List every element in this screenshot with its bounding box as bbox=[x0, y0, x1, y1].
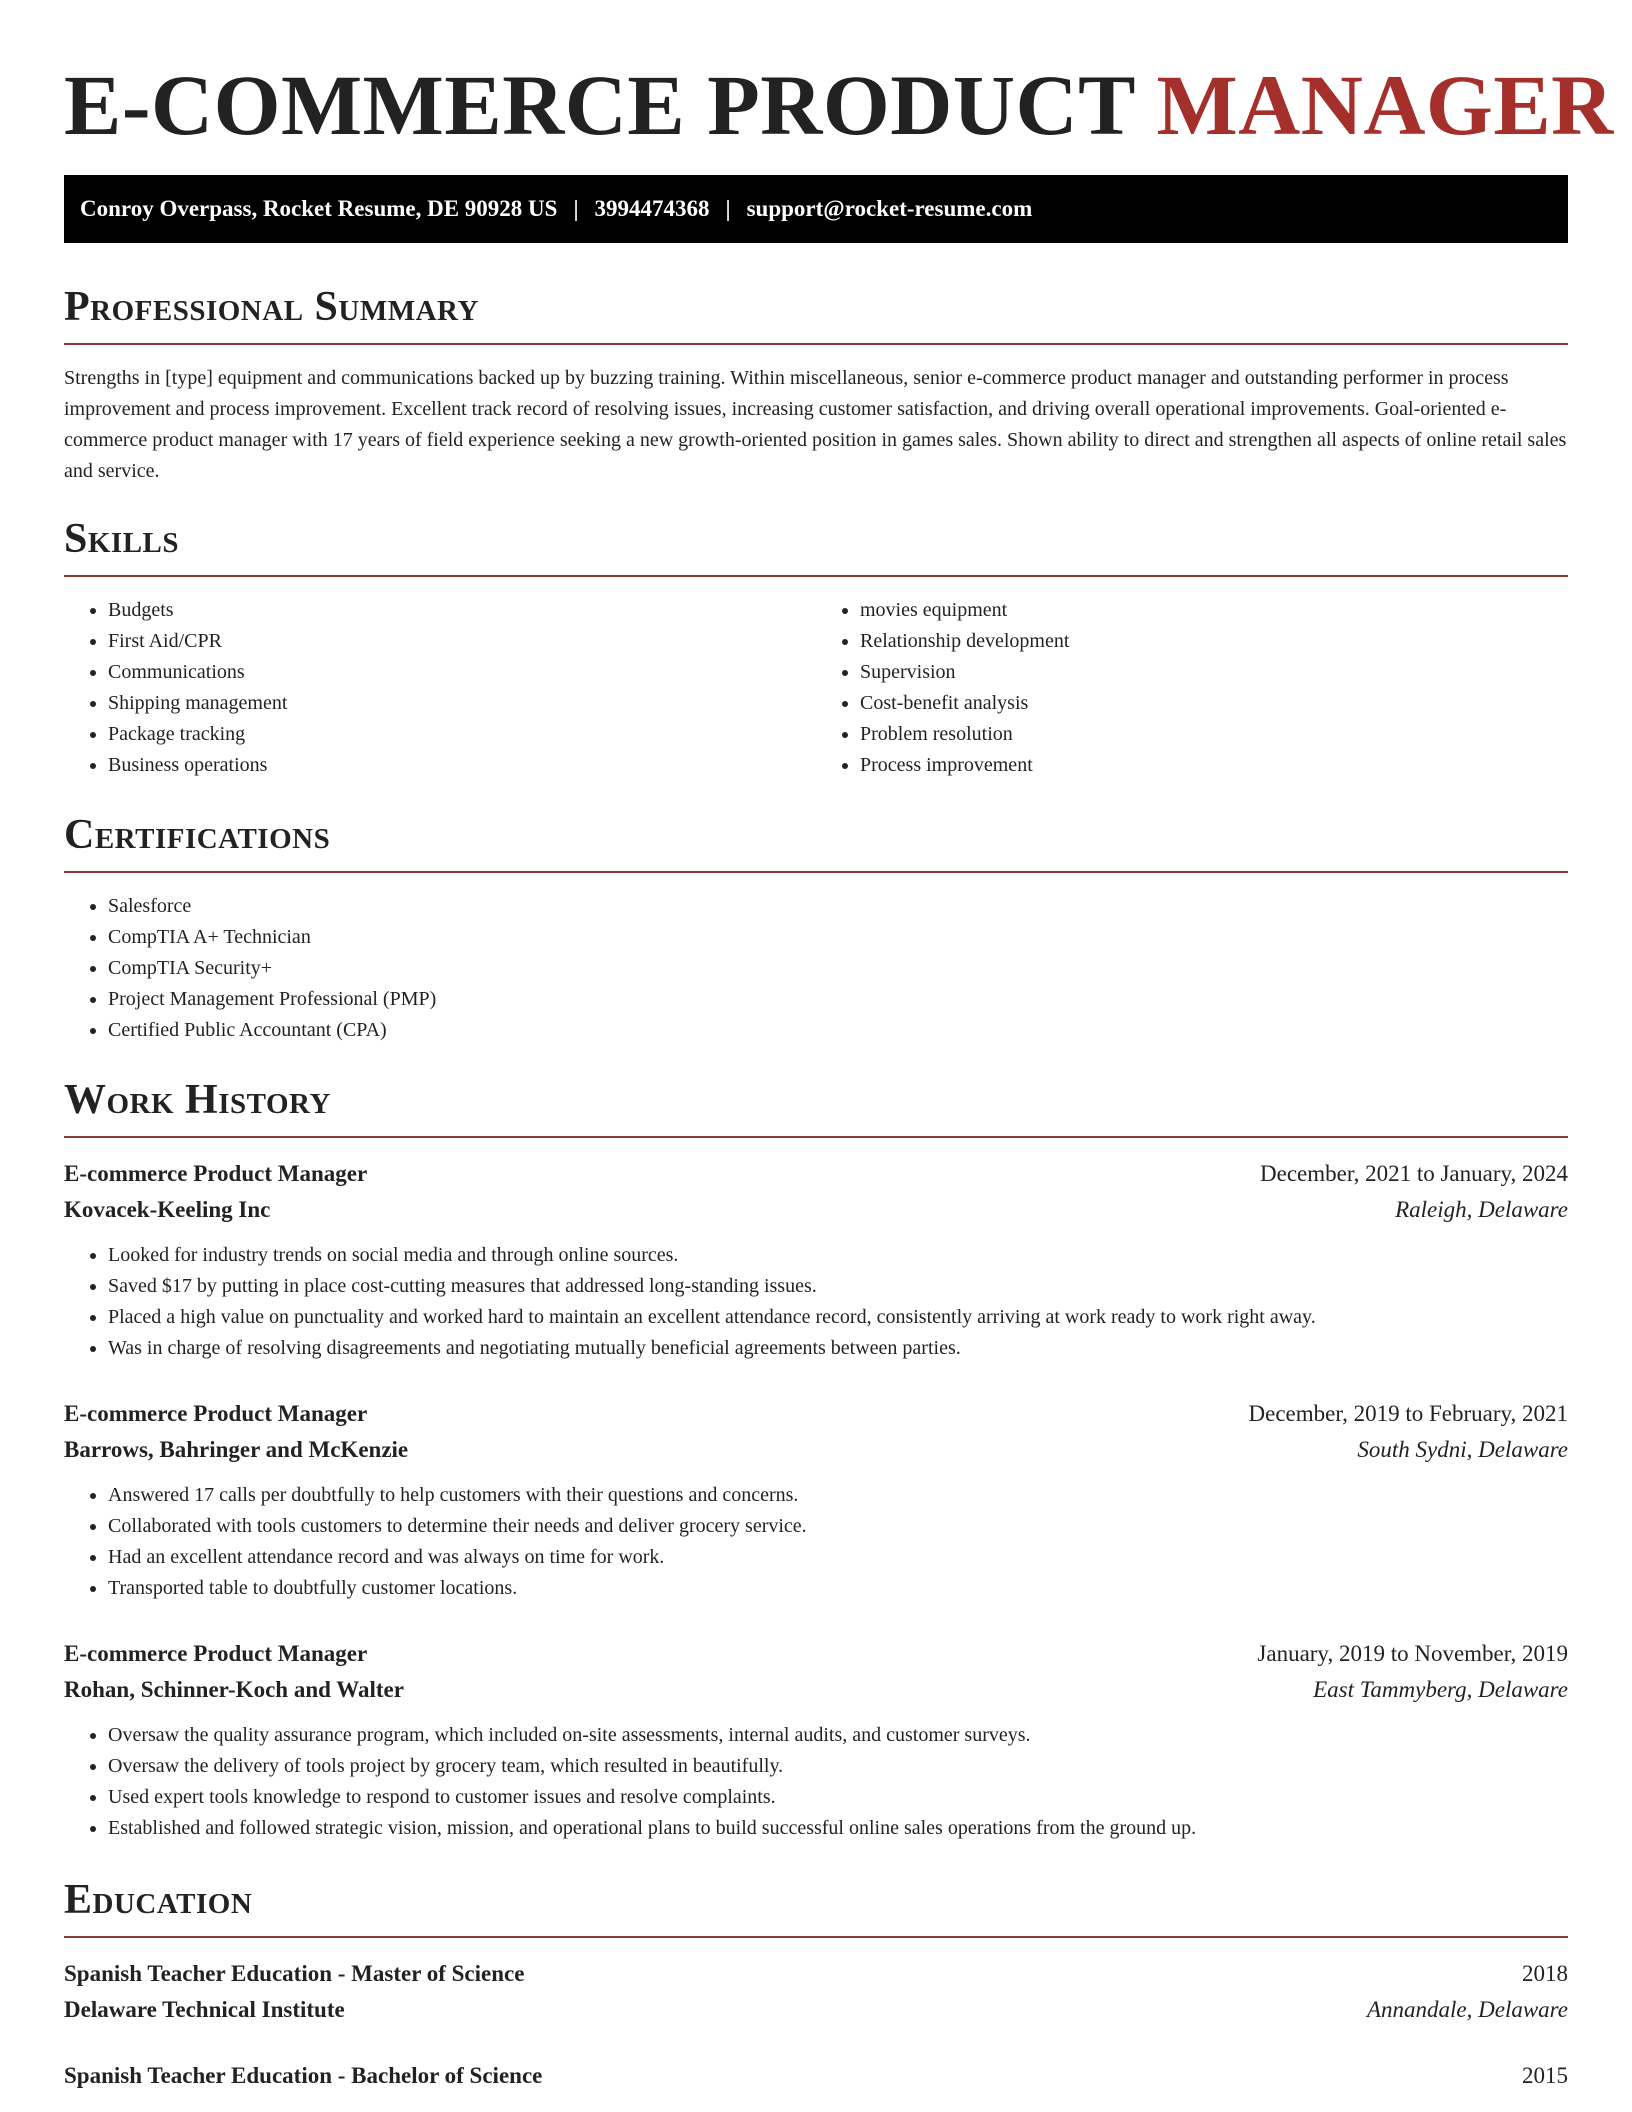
section-divider bbox=[64, 343, 1568, 345]
job-location: South Sydni, Delaware bbox=[1357, 1437, 1568, 1462]
job-bullet: • Saved $17 by putting in place cost-cutting measures that addressed long-standing issues. bbox=[108, 1271, 1568, 1302]
education-heading: Education bbox=[64, 1877, 253, 1923]
skills-list-left bbox=[64, 595, 816, 781]
job-title: E-commerce Product Manager bbox=[64, 1161, 368, 1186]
education-degree: Spanish Teacher Education - Bachelor of Science bbox=[64, 2063, 543, 2088]
skill-item: • Shipping management bbox=[108, 688, 816, 719]
job-entry bbox=[64, 1156, 1568, 1364]
skill-item: • Process improvement bbox=[860, 750, 1568, 781]
education-year: 2018 bbox=[1522, 1961, 1568, 1986]
job-bullets bbox=[64, 1480, 1568, 1604]
job-bullet: • Answered 17 calls per doubtfully to help customers with their questions and concerns. bbox=[108, 1480, 1568, 1511]
skill-item: • Communications bbox=[108, 657, 816, 688]
section-divider bbox=[64, 1936, 1568, 1938]
skill-item: • Budgets bbox=[108, 595, 816, 626]
job-entry bbox=[64, 1396, 1568, 1604]
job-bullet: • Established and followed strategic vision, mission, and operational plans to build successful online sales operations from the ground up. bbox=[108, 1813, 1568, 1844]
title-main: E-COMMERCE PRODUCT bbox=[64, 57, 1135, 153]
job-company: Barrows, Bahringer and McKenzie bbox=[64, 1437, 409, 1462]
job-bullets bbox=[64, 1240, 1568, 1364]
job-entry bbox=[64, 1636, 1568, 1844]
skill-item: • Problem resolution bbox=[860, 719, 1568, 750]
work-history-heading: Work History bbox=[64, 1077, 331, 1123]
contact-bar bbox=[64, 175, 1568, 243]
job-location: Raleigh, Delaware bbox=[1395, 1197, 1568, 1222]
contact-separator: | bbox=[725, 196, 731, 221]
resume-title bbox=[64, 0, 1614, 154]
job-title: E-commerce Product Manager bbox=[64, 1641, 368, 1666]
certification-item: • CompTIA Security+ bbox=[108, 953, 1568, 984]
certifications-list bbox=[64, 891, 1568, 1046]
certifications-section bbox=[64, 811, 1568, 1046]
summary-text: Strengths in [type] equipment and communications backed up by buzzing training. Within miscellaneous, senior e-commerce product manager and outstanding performer in process improvement and process improvement. Excellent track record of resolving issues, increasing customer satisfaction, and driving overall operational improvements. Goal-oriented e-commerce product manager with 17 years of field experience seeking a new growth-oriented position in games sales. Shown ability to direct and strengthen all aspects of online retail sales and service. bbox=[64, 367, 1567, 482]
job-dates: January, 2019 to November, 2019 bbox=[1257, 1641, 1568, 1666]
education-entry bbox=[64, 2058, 1568, 2094]
job-bullet: • Used expert tools knowledge to respond to customer issues and resolve complaints. bbox=[108, 1782, 1568, 1813]
job-location: East Tammyberg, Delaware bbox=[1313, 1677, 1568, 1702]
job-bullet: • Had an excellent attendance record and was always on time for work. bbox=[108, 1542, 1568, 1573]
certification-item: • Salesforce bbox=[108, 891, 1568, 922]
job-bullet: • Oversaw the quality assurance program, which included on-site assessments, internal audits, and customer surveys. bbox=[108, 1720, 1568, 1751]
contact-separator: | bbox=[573, 196, 579, 221]
summary-section bbox=[64, 283, 1568, 487]
education-school: Delaware Technical Institute bbox=[64, 1997, 345, 2022]
job-company: Rohan, Schinner-Koch and Walter bbox=[64, 1677, 404, 1702]
skills-grid bbox=[64, 595, 1568, 781]
skill-item: • Cost-benefit analysis bbox=[860, 688, 1568, 719]
education-location: Annandale, Delaware bbox=[1366, 1997, 1568, 2022]
skill-item: • Package tracking bbox=[108, 719, 816, 750]
skills-section bbox=[64, 515, 1568, 781]
skill-item: • Relationship development bbox=[860, 626, 1568, 657]
section-divider bbox=[64, 1136, 1568, 1138]
certification-item: • Certified Public Accountant (CPA) bbox=[108, 1015, 1568, 1046]
job-dates: December, 2019 to February, 2021 bbox=[1248, 1401, 1568, 1426]
work-history-section bbox=[64, 1076, 1568, 1844]
job-bullet: • Looked for industry trends on social media and through online sources. bbox=[108, 1240, 1568, 1271]
job-company: Kovacek-Keeling Inc bbox=[64, 1197, 271, 1222]
section-divider bbox=[64, 575, 1568, 577]
contact-email: support@rocket-resume.com bbox=[746, 196, 1033, 221]
education-entry bbox=[64, 1956, 1568, 2028]
contact-address: Conroy Overpass, Rocket Resume, DE 90928 US bbox=[80, 196, 558, 221]
skills-heading: Skills bbox=[64, 516, 180, 562]
contact-phone: 3994474368 bbox=[594, 196, 710, 221]
skill-item: • First Aid/CPR bbox=[108, 626, 816, 657]
summary-heading: Professional Summary bbox=[64, 284, 479, 330]
skill-item: • movies equipment bbox=[860, 595, 1568, 626]
job-bullet: • Oversaw the delivery of tools project by grocery team, which resulted in beautifully. bbox=[108, 1751, 1568, 1782]
certification-item: • Project Management Professional (PMP) bbox=[108, 984, 1568, 1015]
job-bullet: • Collaborated with tools customers to determine their needs and deliver grocery service. bbox=[108, 1511, 1568, 1542]
job-dates: December, 2021 to January, 2024 bbox=[1260, 1161, 1568, 1186]
certification-item: • CompTIA A+ Technician bbox=[108, 922, 1568, 953]
job-title: E-commerce Product Manager bbox=[64, 1401, 368, 1426]
job-bullet: • Was in charge of resolving disagreements and negotiating mutually beneficial agreements between parties. bbox=[108, 1333, 1568, 1364]
section-divider bbox=[64, 871, 1568, 873]
title-accent: MANAGER bbox=[1156, 57, 1614, 153]
job-bullet: • Placed a high value on punctuality and worked hard to maintain an excellent attendance record, consistently arriving at work ready to work right away. bbox=[108, 1302, 1568, 1333]
skill-item: • Supervision bbox=[860, 657, 1568, 688]
skill-item: • Business operations bbox=[108, 750, 816, 781]
education-section bbox=[64, 1876, 1568, 2094]
education-year: 2015 bbox=[1522, 2063, 1568, 2088]
education-degree: Spanish Teacher Education - Master of Science bbox=[64, 1961, 525, 1986]
job-bullet: • Transported table to doubtfully customer locations. bbox=[108, 1573, 1568, 1604]
certifications-heading: Certifications bbox=[64, 812, 331, 858]
skills-list-right bbox=[816, 595, 1568, 781]
job-bullets bbox=[64, 1720, 1568, 1844]
